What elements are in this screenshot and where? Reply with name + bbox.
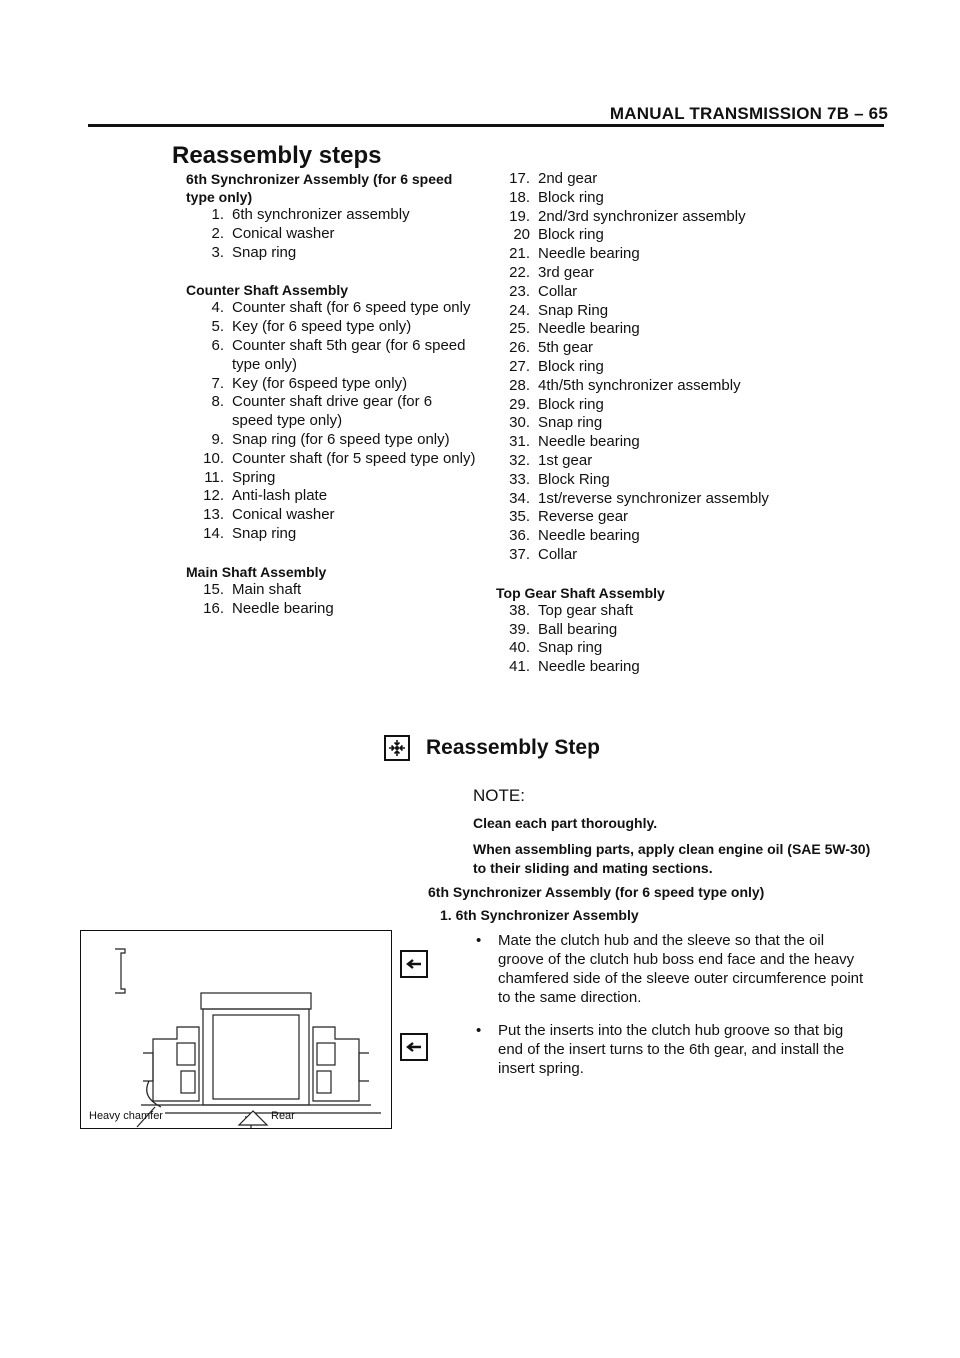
list-item: 21. Needle bearing — [509, 245, 640, 263]
left-column — [186, 170, 476, 618]
list-item: 23. Collar — [509, 282, 578, 300]
list-item: 5. Key (for 6 speed type only) — [211, 318, 412, 336]
list-item: 35. Reverse gear — [509, 508, 629, 526]
header-rule — [88, 124, 884, 127]
bullet-text: Put the inserts into the clutch hub groove so that big end of the insert turns to the 6th gear, and install the insert spring. — [498, 1022, 845, 1077]
list-item: 18. Block ring — [509, 188, 604, 206]
list-item: 19. 2nd/3rd synchronizer assembly — [509, 207, 746, 225]
list-item: 30. Snap ring — [509, 414, 603, 432]
list-item: 8. Counter shaft drive gear (for 6 speed type only) — [211, 393, 433, 430]
list-item: 31. Needle bearing — [509, 433, 640, 451]
list-item: 12. Anti-lash plate — [203, 487, 328, 505]
note-label: NOTE: — [473, 786, 525, 805]
list-item: 27. Block ring — [509, 357, 604, 375]
bullet-dot: • — [476, 1022, 482, 1039]
list-item: 16. Needle bearing — [203, 599, 334, 617]
list-item: 33. Block Ring — [509, 470, 610, 488]
instruction-bullet-1 — [476, 931, 871, 1007]
list-item: 26. 5th gear — [509, 339, 594, 357]
note-text-1: Clean each part thoroughly. — [473, 815, 658, 831]
list-item: 17. 2nd gear — [509, 170, 598, 187]
list-item: 6. Counter shaft 5th gear (for 6 speed type only) — [211, 336, 466, 373]
list-item: 7. Key (for 6speed type only) — [211, 374, 408, 392]
note-text-2: When assembling parts, apply clean engine oil (SAE 5W-30) to their sliding and mating sections. — [473, 841, 871, 876]
list-item: 41. Needle bearing — [509, 658, 640, 676]
list-item: 40. Snap ring — [509, 639, 603, 657]
counter-shaft-list — [186, 299, 476, 543]
list-item: 22. 3rd gear — [509, 263, 594, 281]
right-column — [496, 170, 826, 677]
list-item: 14. Snap ring — [203, 524, 297, 542]
running-header: MANUAL TRANSMISSION 7B – 65 — [609, 104, 888, 123]
bullet-dot: • — [476, 932, 482, 949]
list-item: 3. Snap ring — [211, 243, 297, 261]
list-item: 38. Top gear shaft — [509, 601, 634, 619]
counter-shaft-title: Counter Shaft Assembly — [186, 282, 349, 299]
bullet-text: Mate the clutch hub and the sleeve so that the oil groove of the clutch hub boss end face and the heavy chamfered side of the sleeve outer circumference point to the same direction. — [498, 932, 864, 1006]
list-item: 1. 6th synchronizer assembly — [211, 206, 410, 223]
reassembly-arrows-icon — [384, 735, 410, 761]
list-item: 37. Collar — [509, 545, 578, 563]
top-gear-shaft-list — [496, 602, 826, 677]
synchronizer-cross-section-illustration — [81, 931, 391, 1128]
list-item: 34. 1st/reverse synchronizer assembly — [509, 489, 769, 507]
list-item: 4. Counter shaft (for 6 speed type only — [211, 299, 471, 317]
sync-procedure-title: 6th Synchronizer Assembly (for 6 speed type only) — [428, 884, 765, 900]
list-item: 20 Block ring — [513, 226, 604, 244]
top-gear-shaft-title: Top Gear Shaft Assembly — [496, 584, 665, 601]
instruction-bullet-2 — [476, 1021, 871, 1078]
step-1-title: 1. 6th Synchronizer Assembly — [440, 907, 639, 923]
list-item: 39. Ball bearing — [509, 620, 618, 638]
list-item: 11. Spring — [204, 468, 276, 486]
reassembly-step-heading-row — [384, 735, 600, 761]
synchronizer-figure — [80, 930, 392, 1129]
list-item: 15. Main shaft — [203, 580, 302, 598]
reassembly-step-heading: Reassembly Step — [426, 736, 600, 759]
main-shaft-parts-list — [496, 170, 826, 565]
list-item: 36. Needle bearing — [509, 527, 640, 545]
install-arrow-icon — [400, 950, 428, 978]
list-item: 24. Snap Ring — [509, 301, 609, 319]
install-arrow-icon — [400, 1033, 428, 1061]
sync-assembly-list — [186, 206, 476, 262]
main-shaft-list — [186, 581, 476, 619]
heavy-chamfer-label: Heavy chamfer — [89, 1110, 163, 1122]
list-item: 13. Conical washer — [203, 506, 335, 524]
rear-label: Rear — [271, 1110, 295, 1122]
note-block — [473, 786, 873, 885]
main-shaft-title: Main Shaft Assembly — [186, 563, 327, 580]
list-item: 28. 4th/5th synchronizer assembly — [509, 376, 741, 394]
sync-assembly-title: 6th Synchronizer Assembly (for 6 speed type only) — [186, 171, 453, 205]
list-item: 25. Needle bearing — [509, 320, 640, 338]
list-item: 2. Conical washer — [211, 224, 335, 242]
list-item: 29. Block ring — [509, 395, 604, 413]
list-item: 10. Counter shaft (for 5 speed type only) — [203, 449, 476, 467]
page-heading: Reassembly steps — [172, 142, 382, 169]
list-item: 9. Snap ring (for 6 speed type only) — [211, 430, 450, 448]
list-item: 32. 1st gear — [509, 451, 593, 469]
